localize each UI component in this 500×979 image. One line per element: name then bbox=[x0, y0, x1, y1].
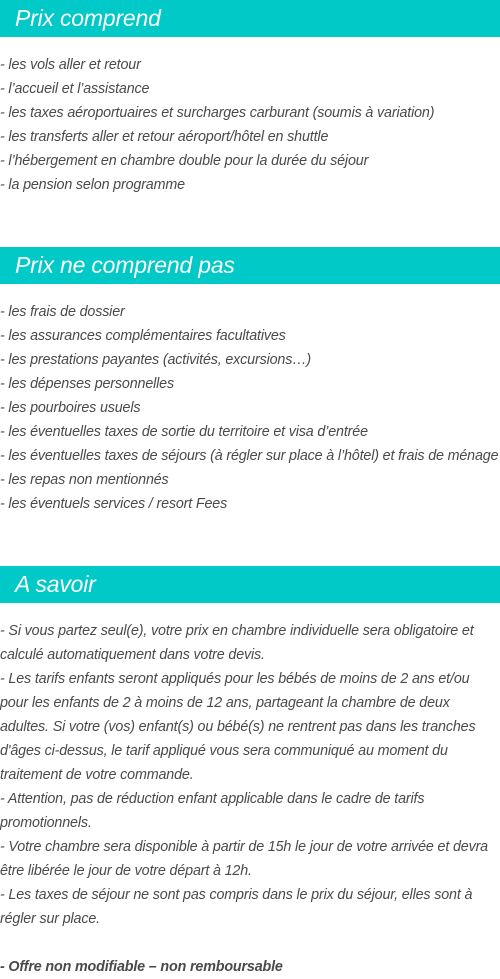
list-item: - les éventuelles taxes de sortie du territoire et visa d’entrée bbox=[0, 424, 368, 440]
excluded-list bbox=[0, 300, 500, 516]
info-paragraph: - Votre chambre sera disponible à partir de 15h le jour de votre arrivée et devra être libérée le jour de votre départ à 12h. bbox=[0, 839, 488, 879]
list-item: - les frais de dossier bbox=[0, 304, 125, 320]
section-header-prix-comprend bbox=[0, 0, 500, 37]
section-title: Prix comprend bbox=[15, 5, 161, 31]
list-item: - l’hébergement en chambre double pour la durée du séjour bbox=[0, 153, 369, 169]
list-item: - les éventuels services / resort Fees bbox=[0, 496, 228, 512]
included-list bbox=[0, 53, 500, 197]
final-note: - Offre non modifiable – non remboursable bbox=[0, 959, 283, 975]
list-item: - les repas non mentionnés bbox=[0, 472, 169, 488]
list-item: - les transferts aller et retour aéroport/hôtel en shuttle bbox=[0, 129, 329, 145]
info-paragraph: - Les taxes de séjour ne sont pas compris dans le prix du séjour, elles sont à régler sur place. bbox=[0, 887, 473, 927]
info-paragraph: - Les tarifs enfants seront appliqués pour les bébés de moins de 2 ans et/ou pour les enfants de 2 à moins de 12 ans, partageant la chambre de deux adultes. Si votre (vos) enfant(s) ou bébé(s) ne rentrent pas dans les tranches d'âges ci-dessus, le tarif appliqué vous sera communiqué au moment du traitement de votre commande. bbox=[0, 671, 476, 783]
list-item: - les taxes aéroportuaires et surcharges carburant (soumis à variation) bbox=[0, 105, 435, 121]
info-paragraph: - Attention, pas de réduction enfant applicable dans le cadre de tarifs promotionnels. bbox=[0, 791, 425, 831]
list-item: - l’accueil et l’assistance bbox=[0, 81, 150, 97]
info-paragraph: - Si vous partez seul(e), votre prix en chambre individuelle sera obligatoire et calculé automatiquement dans votre devis. bbox=[0, 623, 474, 663]
section-title: Prix ne comprend pas bbox=[15, 252, 235, 278]
info-paragraphs bbox=[0, 619, 500, 931]
section-header-a-savoir bbox=[0, 566, 500, 603]
list-item: - les vols aller et retour bbox=[0, 57, 141, 73]
section-header-prix-ne-comprend-pas bbox=[0, 247, 500, 284]
section-title: A savoir bbox=[15, 571, 96, 597]
list-item: - les dépenses personnelles bbox=[0, 376, 174, 392]
list-item: - les pourboires usuels bbox=[0, 400, 141, 416]
list-item: - les assurances complémentaires facultatives bbox=[0, 328, 286, 344]
list-item: - la pension selon programme bbox=[0, 177, 185, 193]
list-item: - les éventuelles taxes de séjours (à régler sur place à l’hôtel) et frais de ménage bbox=[0, 448, 499, 464]
list-item: - les prestations payantes (activités, excursions…) bbox=[0, 352, 311, 368]
